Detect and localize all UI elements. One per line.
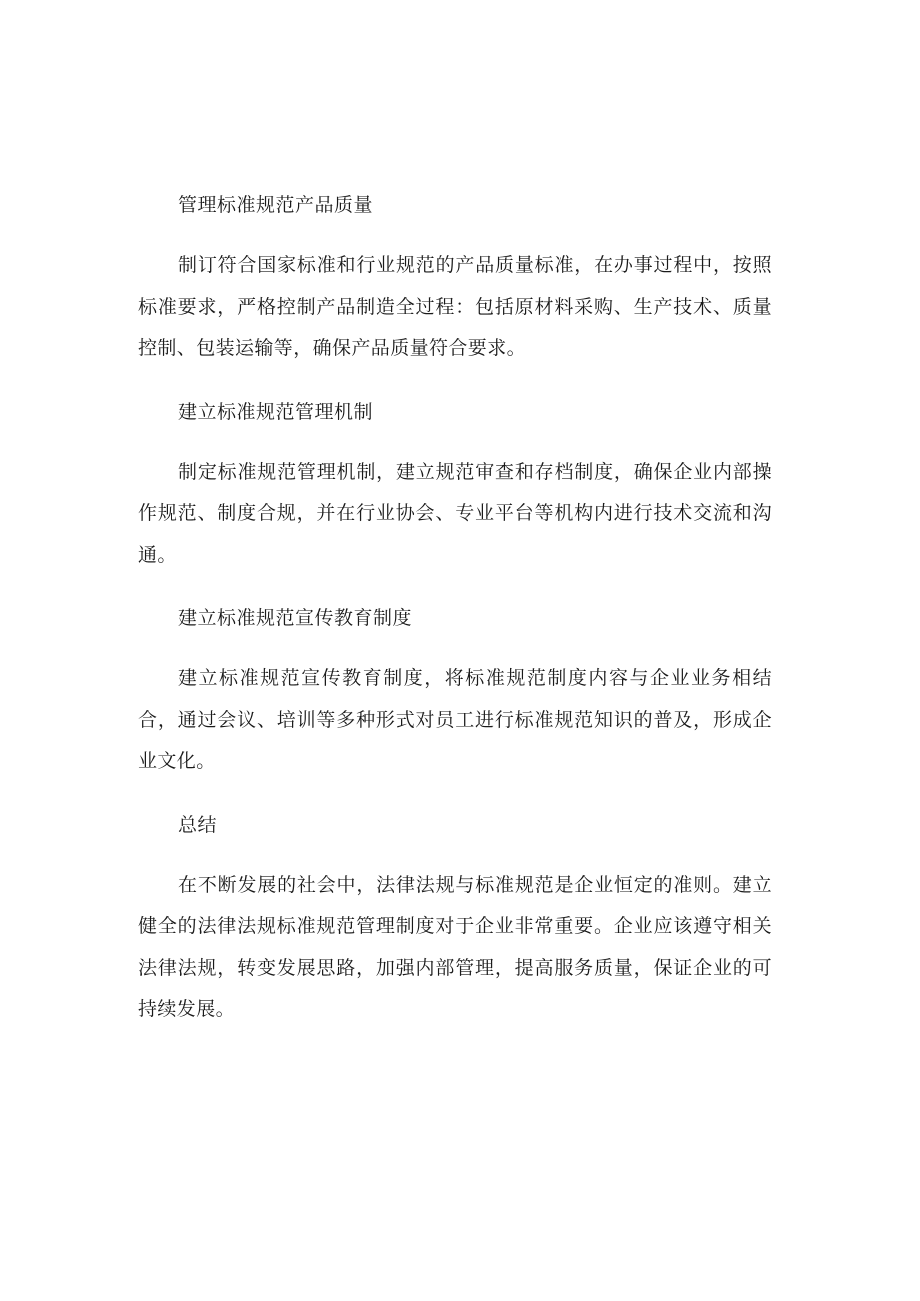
spacer [138,783,772,807]
section-heading-product-quality: 管理标准规范产品质量 [178,194,374,216]
section-heading-education-system: 建立标准规范宣传教育制度 [178,607,413,629]
section-paragraph-education-system: 建立标准规范宣传教育制度，将标准规范制度内容与企业业务相结合，通过会议、培训等多种形式对员工进行标准规范知识的普及，形成企业文化。 [138,667,772,772]
document-body [138,187,772,1031]
section-paragraph-summary: 在不断发展的社会中，法律法规与标准规范是企业恒定的准则。建立健全的法律法规标准规范管理制度对于企业非常重要。企业应该遵守相关法律法规，转变发展思路，加强内部管理，提高服务质量，保证企业的可持续发展。 [138,873,772,1020]
section-paragraph-product-quality: 制订符合国家标准和行业规范的产品质量标准，在办事过程中，按照标准要求，严格控制产品制造全过程：包括原材料采购、生产技术、质量控制、包装运输等，确保产品质量符合要求。 [138,254,772,359]
spacer [138,843,772,865]
spacer [138,223,772,245]
spacer [138,636,772,658]
spacer [138,430,772,452]
spacer [138,576,772,600]
section-heading-summary: 总结 [178,813,218,836]
spacer [138,370,772,394]
section-heading-management-mechanism: 建立标准规范管理机制 [178,400,374,423]
section-paragraph-management-mechanism: 制定标准规范管理机制，建立规范审查和存档制度，确保企业内部操作规范、制度合规，并在行业协会、专业平台等机构内进行技术交流和沟通。 [138,460,772,566]
